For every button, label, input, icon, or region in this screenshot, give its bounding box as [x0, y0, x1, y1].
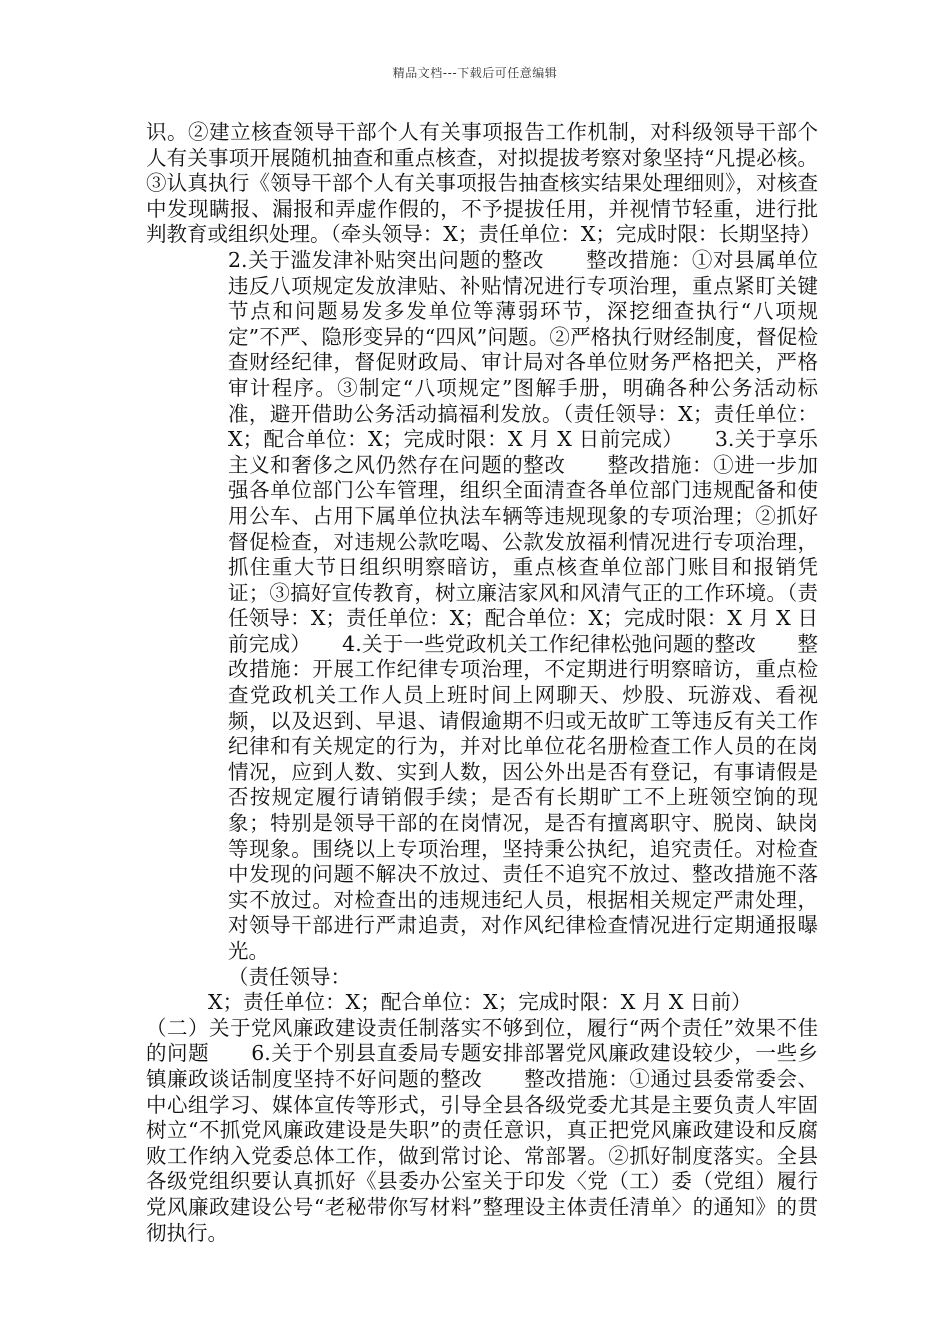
page-header: 精品文档---下载后可任意编辑	[392, 66, 558, 80]
paragraph: 2.关于滥发津补贴突出问题的整改 整改措施：①对县属单位违反八项规定发放津贴、补贴情况进行专项治理，重点紧盯关键节点和问题易发多发单位等薄弱环节，深挖细查执行“八项规定”不严、隐形变异的“四风”问题。②严格执行财经制度，督促检查财经纪律，督促财政局、审计局对各单位财务严格把关，严格审计程序。③制定“八项规定”图解手册，明确各种公务活动标准，避开借助公务活动搞福利发放。（责任领导：X；责任单位：X；配合单位：X；完成时限：X 月 X 日前完成） 3.关于享乐主义和奢侈之风仍然存在问题的整改 整改措施：①进一步加强各单位部门公车管理，组织全面清查各单位部门违规配备和使用公车、占用下属单位执法车辆等违规现象的专项治理；②抓好督促检查，对违规公款吃喝、公款发放福利情况进行专项治理，抓住重大节日组织明察暗访，重点核查单位部门账目和报销凭证；③搞好宣传教育，树立廉洁家风和风清气正的工作环境。（责任领导：X；责任单位：X；配合单位：X；完成时限：X 月 X 日前完成） 4.关于一些党政机关工作纪律松弛问题的整改 整改措施：开展工作纪律专项治理，不定期进行明察暗访，重点检查党政机关工作人员上班时间上网聊天、炒股、玩游戏、看视频，以及迟到、早退、请假逾期不归或无故旷工等违反有关工作纪律和有关规定的行为，并对比单位花名册检查工作人员的在岗情况，应到人数、实到人数，因公外出是否有登记，有事请假是否按规定履行请销假手续；是否有长期旷工不上班领空饷的现象；特别是领导干部的在岗情况，是否有擅离职守、脱岗、缺岗等现象。围绕以上专项治理，坚持秉公执纪，追究责任。对检查中发现的问题不解决不放过、责任不追究不放过、整改措施不落实不放过。对检查出的违规违纪人员，根据相关规定严肃处理，对领导干部进行严肃追责，对作风纪律检查情况进行定期通报曝光。	[228, 247, 818, 963]
paragraph: X；责任单位：X；配合单位：X；完成时限：X 月 X 日前）	[208, 990, 752, 1015]
paragraph: （责任领导：	[228, 964, 351, 989]
paragraph: （二）关于党风廉政建设责任制落实不够到位，履行“两个责任”效果不佳的问题 6.关于个别县直委局专题安排部署党风廉政建设较少，一些乡镇廉政谈话制度坚持不好问题的整改 整改措施：①通过县委常委会、中心组学习、媒体宣传等形式，引导全县各级党委尤其是主要负责人牢固树立“不抓党风廉政建设是失职”的责任意识，真正把党风廉政建设和反腐败工作纳入党委总体工作，做到常讨论、常部署。②抓好制度落实。全县各级党组织要认真抓好《县委办公室关于印发〈党（工）委（党组）履行党风廉政建设公号“老秘带你写材料”整理设主体责任清单〉的通知》的贯彻执行。	[146, 1015, 818, 1245]
document-body	[146, 120, 821, 1246]
paragraph: 识。②建立核查领导干部个人有关事项报告工作机制，对科级领导干部个人有关事项开展随机抽查和重点核查，对拟提拔考察对象坚持“凡提必核。③认真执行《领导干部个人有关事项报告抽查核实结果处理细则》，对核查中发现瞒报、漏报和弄虚作假的，不予提拔任用，并视情节轻重，进行批判教育或组织处理。（牵头领导：X；责任单位：X；完成时限：长期坚持）	[146, 120, 821, 247]
